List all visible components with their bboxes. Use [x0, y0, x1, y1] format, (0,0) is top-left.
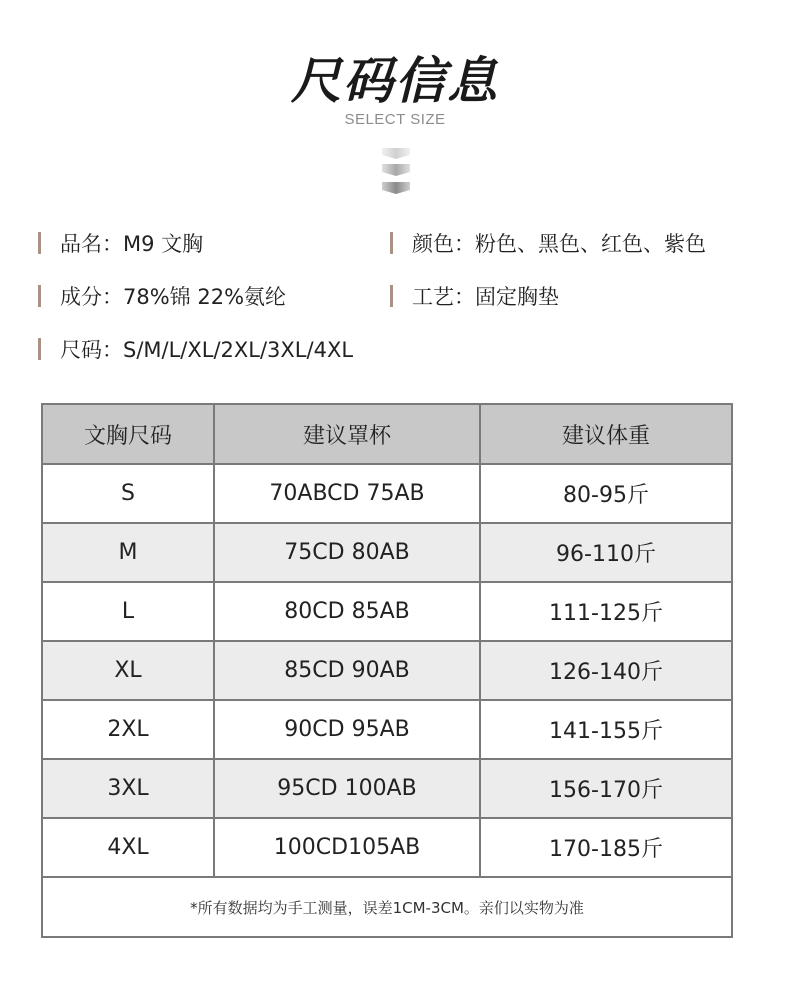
table-row [42, 464, 732, 523]
cell-weight: 111-125斤 [480, 582, 732, 641]
info-craft [390, 281, 559, 311]
colors-text: 颜色：粉色、黑色、红色、紫色 [412, 232, 706, 256]
cell-cup: 80CD 85AB [214, 582, 480, 641]
cell-weight: 96-110斤 [480, 523, 732, 582]
cell-cup: 70ABCD 75AB [214, 464, 480, 523]
table-header-row [42, 404, 732, 464]
chevron-bottom-shape [382, 182, 410, 194]
measurement-note: *所有数据均为手工测量，误差1CM-3CM。亲们以实物为准 [42, 877, 732, 937]
craft-text: 工艺：固定胸垫 [412, 285, 559, 309]
cell-size: 4XL [42, 818, 214, 877]
cell-cup: 85CD 90AB [214, 641, 480, 700]
material-text: 成分：78%锦 22%氨纶 [60, 285, 287, 309]
table-row [42, 523, 732, 582]
cell-cup: 90CD 95AB [214, 700, 480, 759]
cell-cup: 100CD105AB [214, 818, 480, 877]
table-row [42, 759, 732, 818]
cell-cup: 75CD 80AB [214, 523, 480, 582]
accent-bar [390, 285, 393, 307]
cell-cup: 95CD 100AB [214, 759, 480, 818]
table-row [42, 641, 732, 700]
cell-weight: 170-185斤 [480, 818, 732, 877]
cell-size: 3XL [42, 759, 214, 818]
header-recommended-cup: 建议罩杯 [214, 404, 480, 464]
cell-weight: 156-170斤 [480, 759, 732, 818]
table-row [42, 818, 732, 877]
sizes-text: 尺码：S/M/L/XL/2XL/3XL/4XL [60, 338, 354, 362]
info-colors [390, 228, 706, 258]
accent-bar [390, 232, 393, 254]
table-row [42, 582, 732, 641]
page-title: 尺码信息 [291, 52, 499, 110]
cell-weight: 126-140斤 [480, 641, 732, 700]
accent-bar [38, 338, 41, 360]
cell-size: XL [42, 641, 214, 700]
page-subtitle: SELECT SIZE [344, 111, 446, 128]
cell-size: M [42, 523, 214, 582]
cell-weight: 141-155斤 [480, 700, 732, 759]
info-sizes [38, 334, 353, 364]
product-name-text: 品名：M9 文胸 [60, 232, 204, 256]
chevron-middle-shape [382, 164, 410, 176]
header-recommended-weight: 建议体重 [480, 404, 732, 464]
cell-weight: 80-95斤 [480, 464, 732, 523]
table-row [42, 700, 732, 759]
cell-size: 2XL [42, 700, 214, 759]
info-material [38, 281, 286, 311]
accent-bar [38, 232, 41, 254]
info-product-name [38, 228, 203, 258]
header-bra-size: 文胸尺码 [42, 404, 214, 464]
cell-size: S [42, 464, 214, 523]
chevron-top-shape [382, 148, 410, 159]
cell-size: L [42, 582, 214, 641]
accent-bar [38, 285, 41, 307]
table-note-row [42, 877, 732, 937]
size-chart-table [41, 403, 733, 938]
stacked-chevrons-icon [382, 148, 410, 194]
